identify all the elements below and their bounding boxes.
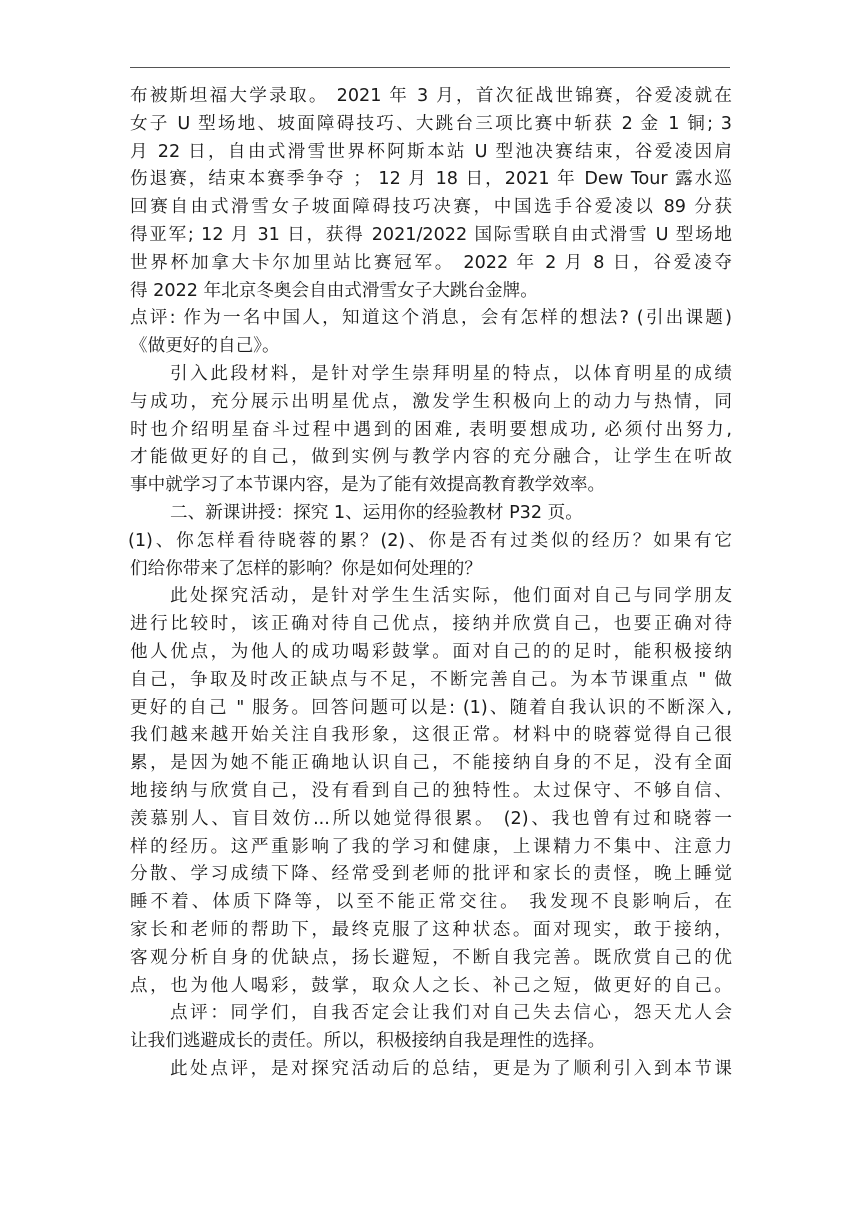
text-line: 地接纳与欣赏自己，没有看到自己的独特性。太过保守、不够自信、	[130, 780, 732, 801]
text-line: 更好的自己 " 服务。回答问题可以是: (1)、随着自我认识的不断深入,	[130, 697, 732, 718]
text-line: 得 2022 年北京冬奥会自由式滑雪女子大跳台金牌。	[130, 280, 538, 301]
text-line: 引入此段材料，是针对学生崇拜明星的特点，以体育明星的成绩	[170, 363, 732, 384]
text-line: 点评：同学们，自我否定会让我们对自己失去信心，怨天尤人会	[170, 1003, 732, 1024]
text-line: 他人优点，为他人的成功喝彩鼓掌。面对自己的的足时，能积极接纳	[130, 641, 732, 662]
text-line: 月 22 日，自由式滑雪世界杯阿斯本站 U 型池决赛结束，谷爱凌因肩	[130, 141, 732, 162]
text-line: 睡不着、体质下降等，以至不能正常交往。 我发现不良影响后，在	[130, 892, 732, 913]
text-line: 羡慕别人、盲目效仿...所以她觉得很累。 (2)、我也曾有过和晓蓉一	[130, 808, 732, 829]
text-line: 得亚军; 12 月 31 日，获得 2021/2022 国际雪联自由式滑雪 U 型场地	[130, 224, 732, 245]
paragraph-comment-self-acceptance	[130, 1000, 732, 1056]
text-line: 此处点评，是对探究活动后的总结，更是为了顺利引入到本节课	[170, 1058, 732, 1079]
text-line: 点评: 作为一名中国人，知道这个消息，会有怎样的想法? (引出课题)	[130, 308, 732, 329]
paragraph-inquiry-activity	[130, 583, 732, 1000]
text-line: 二、新课讲授：探究 1、运用你的经验教材 P32 页。	[170, 502, 583, 523]
text-line: 此处探究活动，是针对学生生活实际，他们面对自己与同学朋友	[170, 586, 732, 607]
paragraph-new-lesson	[130, 500, 732, 528]
text-line: 客观分析自身的优缺点，扬长避短，不断自我完善。既欣赏自己的优	[130, 947, 732, 968]
text-line: 点，也为他人喝彩，鼓掌，取众人之长、补己之短，做更好的自己。	[130, 975, 732, 996]
text-line: (1)、你怎样看待晓蓉的累？(2)、你是否有过类似的经历？如果有它	[128, 530, 732, 551]
text-line: 让我们逃避成长的责任。所以，积极接纳自我是理性的选择。	[130, 1031, 606, 1052]
paragraph-gu-ailing-achievements	[130, 83, 732, 305]
text-line: 们给你带来了怎样的影响？你是如何处理的？	[130, 558, 482, 579]
paragraph-questions	[130, 528, 732, 584]
text-line: 伤退赛，结束本赛季争夺 ； 12 月 18 日，2021 年 Dew Tour 露水巡	[130, 169, 732, 190]
text-line: 《做更好的自己》。	[130, 336, 280, 357]
document-body	[130, 83, 732, 1084]
text-line: 世界杯加拿大卡尔加里站比赛冠军。 2022 年 2 月 8 日，谷爱凌夺	[130, 252, 732, 273]
text-line: 累，是因为她不能正确地认识自己，不能接纳自身的不足，没有全面	[130, 753, 732, 774]
text-line: 才能做更好的自己，做到实例与教学内容的充分融合，让学生在听故	[130, 447, 732, 468]
text-line: 家长和老师的帮助下，最终克服了这种状态。面对现实，敢于接纳，	[130, 919, 732, 940]
text-line: 样的经历。这严重影响了我的学习和健康，上课精力不集中、注意力	[130, 836, 732, 857]
text-line: 与成功，充分展示出明星优点，激发学生积极向上的动力与热情，同	[130, 391, 732, 412]
text-line: 事中就学习了本节课内容，是为了能有效提高教育教学效率。	[130, 475, 606, 496]
header-rule	[130, 67, 730, 68]
text-line: 自己，争取及时改正缺点与不足，不断完善自己。为本节课重点 " 做	[130, 669, 732, 690]
text-line: 布被斯坦福大学录取。 2021 年 3 月，首次征战世锦赛，谷爱凌就在	[130, 86, 732, 106]
paragraph-material-rationale	[130, 361, 732, 500]
text-line: 女子 U 型场地、坡面障碍技巧、大跳台三项比赛中斩获 2 金 1 铜; 3	[130, 113, 732, 134]
text-line: 时也介绍明星奋斗过程中遇到的困难, 表明要想成功, 必须付出努力,	[130, 419, 732, 440]
text-line: 我们越来越开始关注自我形象，这很正常。材料中的晓蓉觉得自己很	[130, 725, 732, 746]
paragraph-summary	[130, 1056, 732, 1084]
paragraph-comment-topic	[130, 305, 732, 361]
text-line: 进行比较时，该正确对待自己优点，接纳并欣赏自己，也要正确对待	[130, 614, 732, 635]
text-line: 分散、学习成绩下降、经常受到老师的批评和家长的责怪，晚上睡觉	[130, 864, 732, 885]
text-line: 回赛自由式滑雪女子坡面障碍技巧决赛，中国选手谷爱凌以 89 分获	[130, 197, 732, 218]
